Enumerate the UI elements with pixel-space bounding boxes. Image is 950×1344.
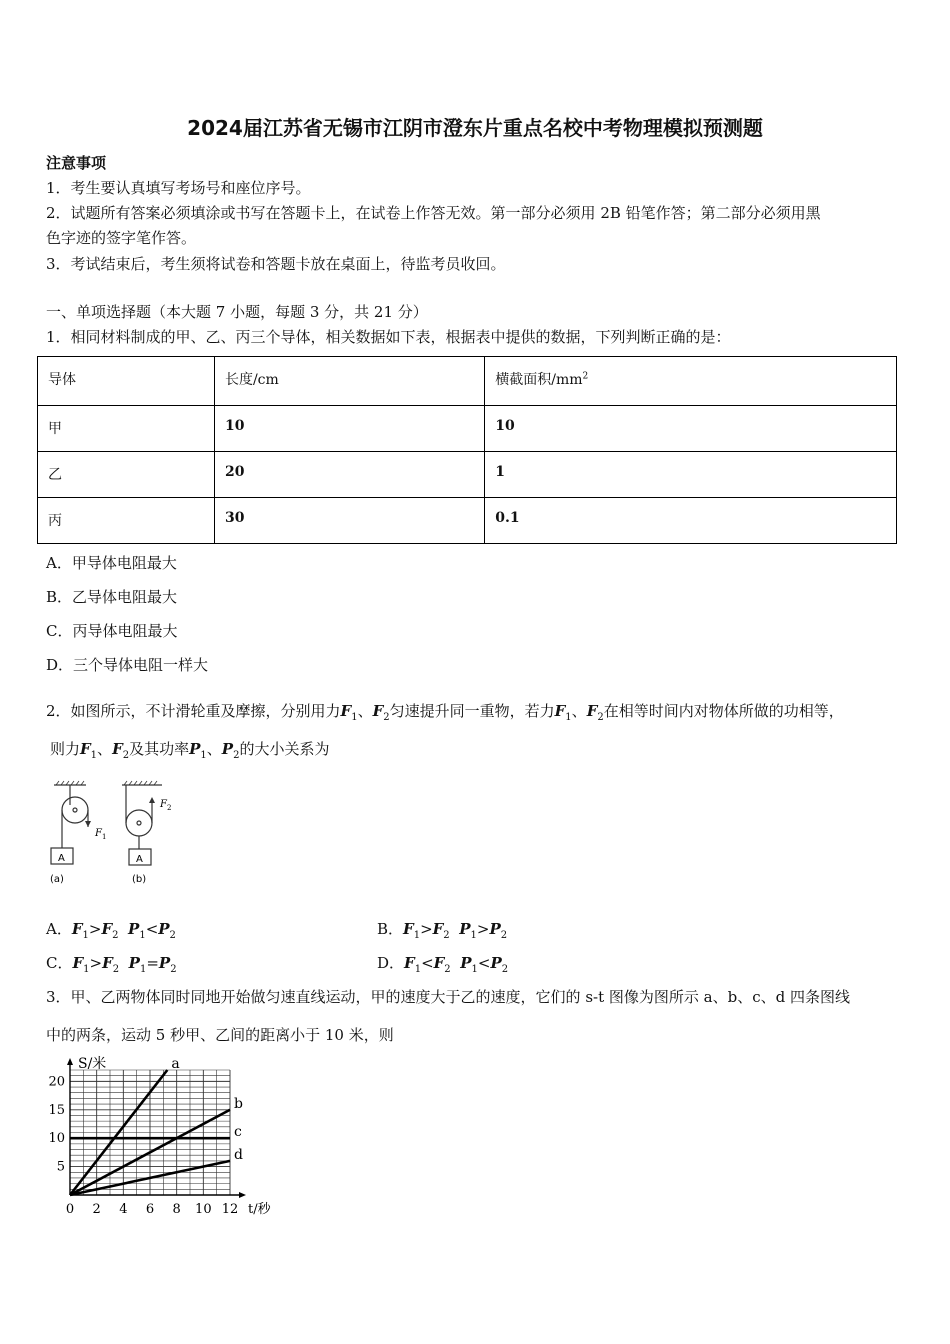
series-label-c: c [234,1124,242,1141]
table-row [38,406,897,452]
x-tick-label: 6 [145,1202,155,1217]
table-cell: 30 [214,498,484,544]
q1-option-c: C．丙导体电阻最大 [46,622,178,640]
q2-option-b: B．$F_1>F_2$ $P_1>P_2$ [377,920,508,941]
x-tick-label: 2 [92,1202,101,1217]
notice-item: 2．试题所有答案必须填涂或书写在答题卡上，在试卷上作答无效。第一部分必须用 2B 铅笔作答；第二部分必须用黑 [46,204,821,222]
caption-a: (a) [50,874,64,885]
notice-heading: 注意事项 [46,154,107,172]
label-f1-sub: 1 [102,833,107,841]
q1-option-b: B．乙导体电阻最大 [46,588,178,606]
q1-stem: 1．相同材料制成的甲、乙、丙三个导体，相关数据如下表，根据表中提供的数据，下列判断正确的是： [46,328,731,346]
x-tick-label: 10 [195,1202,212,1217]
q3-stem-line1: 3．甲、乙两物体同时同地开始做匀速直线运动，甲的速度大于乙的速度，它们的 s-t 图像为图所示 a、b、c、d 四条图线 [46,988,850,1006]
series-label-b: b [234,1095,243,1112]
y-tick-label: 20 [48,1074,65,1090]
x-tick-label: 12 [221,1202,239,1217]
pulley-figure [40,775,200,890]
label-f2-sub: 2 [167,804,172,812]
y-tick-label: 5 [56,1159,65,1175]
table-cell: 10 [214,406,484,452]
x-tick-label: 8 [172,1202,181,1217]
y-axis-label: S/米 [78,1056,107,1072]
series-label-a: a [171,1056,180,1072]
label-f1: F [95,828,102,839]
label-f2: F [160,799,167,810]
y-axis-arrow-icon [67,1058,73,1065]
q2-option-a: A．$F_1>F_2$ $P_1<P_2$ [46,920,176,941]
q2-option-c: C．$F_1>F_2$ $P_1=P_2$ [46,954,177,975]
q2-stem-line2: 则力$F_1$、$F_2$及其功率$P_1$、$P_2$的大小关系为 [50,740,330,761]
notice-item: 1．考生要认真填写考场号和座位序号。 [46,179,311,197]
notice-item: 色字迹的签字笔作答。 [46,229,197,247]
table-header-cell: 长度/cm [214,357,484,406]
notice-item: 3．考试结束后，考生须将试卷和答题卡放在桌面上，待监考员收回。 [46,255,506,273]
section-heading: 一、单项选择题（本大题 7 小题，每题 3 分，共 21 分） [46,303,428,321]
caption-b: (b) [132,874,147,885]
q3-stem-line2: 中的两条，运动 5 秒甲、乙间的距离小于 10 米，则 [46,1026,394,1044]
x-axis-label: t/秒 [248,1202,271,1217]
box-a-label: A [58,853,65,864]
arrow-up-icon [149,797,155,803]
table-cell: 1 [485,452,897,498]
table-header-row [38,357,897,406]
arrow-down-icon [85,821,91,827]
table-row [38,498,897,544]
page-title: 2024届江苏省无锡市江阴市澄东片重点名校中考物理模拟预测题 [187,116,763,140]
table-header-cell: 导体 [38,357,215,406]
q2-option-d: D．$F_1<F_2$ $P_1<P_2$ [377,954,509,975]
box-b-label: A [136,854,143,865]
table-header-cell: 横截面积$/mm^2$ [485,357,897,406]
table-cell: 甲 [38,406,215,452]
table-cell: 丙 [38,498,215,544]
table-row [38,452,897,498]
conductor-table [37,356,897,544]
table-cell: 乙 [38,452,215,498]
y-tick-label: 10 [48,1131,65,1147]
q2-stem-line1: 2．如图所示，不计滑轮重及摩擦，分别用力$F_1$、$F_2$匀速提升同一重物，若力$F_1$、$F_2$在相等时间内对物体所做的功相等， [46,702,844,723]
series-label-d: d [234,1146,243,1163]
x-tick-label: 0 [65,1202,75,1217]
y-tick-label: 15 [48,1102,65,1118]
x-axis-arrow-icon [239,1192,246,1198]
table-cell: 20 [214,452,484,498]
st-chart [40,1052,300,1222]
q1-option-d: D．三个导体电阻一样大 [46,656,209,674]
x-tick-label: 4 [119,1202,128,1217]
q1-option-a: A．甲导体电阻最大 [46,554,177,572]
table-cell: 0.1 [485,498,897,544]
table-cell: 10 [485,406,897,452]
